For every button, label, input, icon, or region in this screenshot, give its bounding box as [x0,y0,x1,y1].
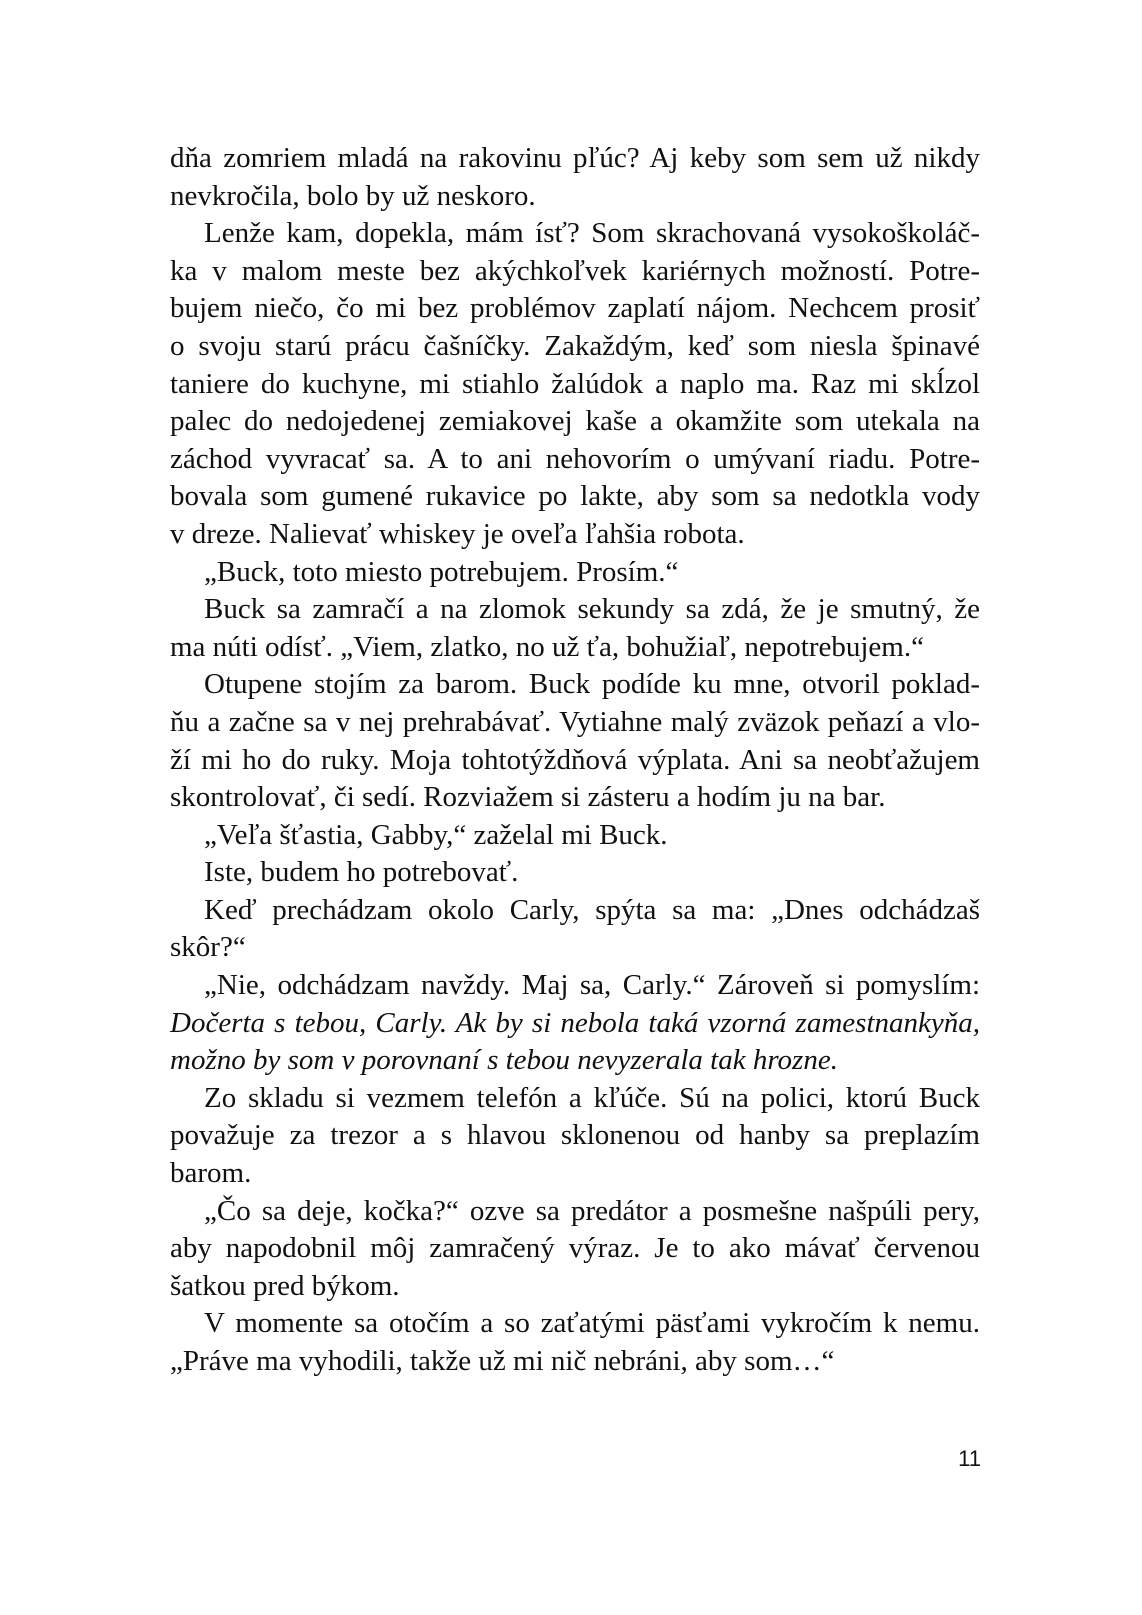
text-line: Buck sa zamračí a na zlomok sekundy sa zdá, že je smutný, že [204,593,980,626]
text-line: V momente sa otočím a so zaťatými päsťami vykročím k nemu. [204,1307,980,1340]
text-line: dňa zomriem mladá na rakovinu pľúc? Aj keby som sem už nikdy [170,142,980,174]
text-line: taniere do kuchyne, mi stiahlo žalúdok a naplo ma. Raz mi skĺzol [170,367,980,400]
text-line: považuje za trezor a s hlavou sklonenou od hanby sa preplazím [170,1119,980,1152]
text-line: „Čo sa deje, kočka?“ ozve sa predátor a posmešne našpúli pery, [204,1194,980,1227]
body-text [170,140,980,1381]
text-line: ma núti odísť. „Viem, zlatko, no už ťa, bohužiaľ, nepotrebujem.“ [170,630,924,663]
text-line: možno by som v porovnaní s tebou nevyzerala tak hrozne. [170,1044,838,1077]
text-line: Otupene stojím za barom. Buck podíde ku mne, otvoril poklad- [204,668,980,701]
text-line: „Veľa šťastia, Gabby,“ zaželal mi Buck. [204,818,668,851]
text-line: šatkou pred býkom. [170,1269,400,1302]
text-line: ňu a začne sa v nej prehrabávať. Vytiahne malý zväzok peňazí a vlo- [170,705,980,738]
text-line: Dočerta s tebou, Carly. Ak by si nebola taká vzorná zamestnankyňa, [170,1006,980,1039]
text-line: Iste, budem ho potrebovať. [204,856,519,889]
text-line: „Buck, toto miesto potrebujem. Prosím.“ [204,555,679,588]
text-line: nevkročila, bolo by už neskoro. [170,179,536,212]
text-line: barom. [170,1157,252,1190]
text-line: „Nie, odchádzam navždy. Maj sa, Carly.“ Zároveň si pomyslím: [204,969,980,1002]
text-line: ka v malom meste bez akýchkoľvek kariérnych možností. Potre- [170,254,980,287]
text-line: „Práve ma vyhodili, takže už mi nič nebráni, aby som…“ [170,1345,835,1377]
text-line: aby napodobnil môj zamračený výraz. Je to ako mávať červenou [170,1232,980,1265]
text-line: palec do nedojedenej zemiakovej kaše a okamžite som utekala na [170,405,980,438]
text-line: Lenže kam, dopekla, mám ísť? Som skrachovaná vysokoškoláč- [204,217,980,250]
text-line: skontrolovať, či sedí. Rozviažem si zásteru a hodím ju na bar. [170,781,886,814]
text-line: v dreze. Nalievať whiskey je oveľa ľahšia robota. [170,517,745,550]
page-number: 11 [958,1446,981,1471]
text-line: skôr?“ [170,931,246,964]
text-line: ží mi ho do ruky. Moja tohtotýždňová výplata. Ani sa neobťažujem [170,743,980,776]
text-line: Zo skladu si vezmem telefón a kľúče. Sú na polici, ktorú Buck [204,1081,980,1114]
text-line: o svoju starú prácu čašníčky. Zakaždým, keď som niesla špinavé [170,329,980,362]
text-line: záchod vyvracať sa. A to ani nehovorím o umývaní riadu. Potre- [170,442,980,475]
text-line: bovala som gumené rukavice po lakte, aby som sa nedotkla vody [170,480,980,513]
text-line: Keď prechádzam okolo Carly, spýta sa ma: „Dnes odchádzaš [204,893,980,926]
text-line: bujem niečo, čo mi bez problémov zaplatí nájom. Nechcem prosiť [170,292,980,325]
